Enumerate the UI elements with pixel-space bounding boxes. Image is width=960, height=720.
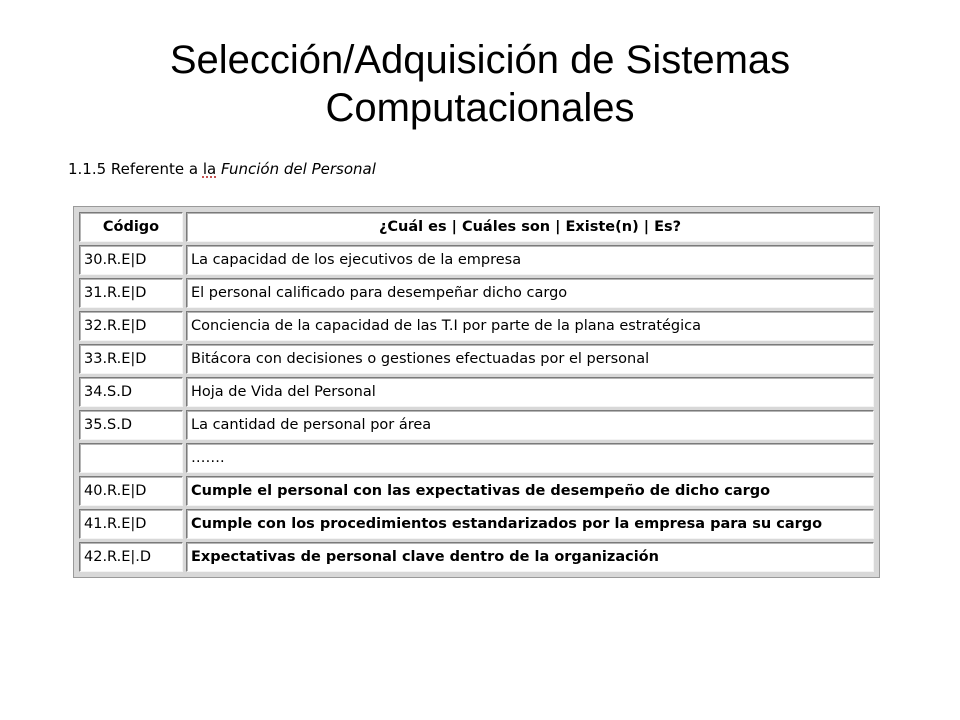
slide-title-line-1: Selección/Adquisición de Sistemas [169, 38, 791, 82]
table-row [79, 311, 874, 341]
row-description: Bitácora con decisiones o gestiones efectuadas por el personal [186, 344, 874, 374]
row-description: La capacidad de los ejecutivos de la empresa [186, 245, 874, 275]
table-row [79, 344, 874, 374]
row-description: La cantidad de personal por área [186, 410, 874, 440]
row-description: Cumple el personal con las expectativas de desempeño de dicho cargo [186, 476, 874, 506]
row-code: 30.R.E|D [79, 245, 183, 275]
row-code: 31.R.E|D [79, 278, 183, 308]
row-description: Conciencia de la capacidad de las T.I por parte de la plana estratégica [186, 311, 874, 341]
section-heading [68, 160, 376, 178]
section-heading-prefix: 1.1.5 Referente a [68, 160, 203, 178]
criteria-table [76, 209, 877, 575]
row-code: 42.R.E|.D [79, 542, 183, 572]
table-row [79, 476, 874, 506]
table-row [79, 245, 874, 275]
table-row [79, 410, 874, 440]
row-description: Expectativas de personal clave dentro de la organización [186, 542, 874, 572]
table-row [79, 509, 874, 539]
row-description: Cumple con los procedimientos estandarizados por la empresa para su cargo [186, 509, 874, 539]
section-heading-italic: Función del Personal [220, 160, 376, 178]
section-heading-underlined: la [202, 160, 217, 178]
table-row [79, 278, 874, 308]
row-code: 40.R.E|D [79, 476, 183, 506]
row-code: 35.S.D [79, 410, 183, 440]
table-row [79, 443, 874, 473]
row-code: 32.R.E|D [79, 311, 183, 341]
slide-title [0, 36, 960, 132]
criteria-table-frame [73, 206, 880, 578]
row-description: ……. [186, 443, 874, 473]
row-code [79, 443, 183, 473]
header-description: ¿Cuál es | Cuáles son | Existe(n) | Es? [186, 212, 874, 242]
row-description: Hoja de Vida del Personal [186, 377, 874, 407]
slide-title-line-2: Computacionales [325, 86, 635, 130]
table-header-row [79, 212, 874, 242]
row-code: 33.R.E|D [79, 344, 183, 374]
header-code: Código [79, 212, 183, 242]
row-code: 34.S.D [79, 377, 183, 407]
row-code: 41.R.E|D [79, 509, 183, 539]
table-row [79, 542, 874, 572]
row-description: El personal calificado para desempeñar dicho cargo [186, 278, 874, 308]
table-row [79, 377, 874, 407]
